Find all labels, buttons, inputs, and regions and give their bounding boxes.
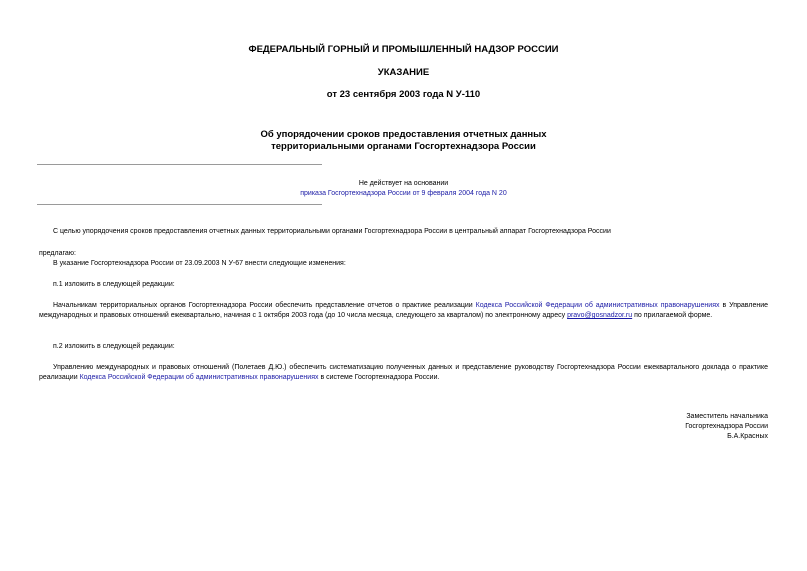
document-date-number: от 23 сентября 2003 года N У-110 — [326, 89, 481, 100]
p1-heading: п.1 изложить в следующей редакции: — [53, 281, 175, 288]
p2-heading: п.2 изложить в следующей редакции: — [53, 343, 175, 350]
p1-text-c: по прилагаемой форме. — [634, 312, 713, 319]
p1-email-link[interactable]: pravo@gosnadzor.ru — [567, 312, 633, 319]
document-title-line-2: территориальными органами Госгортехнадзора России — [271, 141, 536, 152]
signature-name: Б.А.Красных — [727, 433, 768, 440]
p1-paragraph — [39, 301, 768, 321]
signature-organization: Госгортехнадзора России — [685, 423, 768, 430]
signature-position: Заместитель начальника — [686, 413, 768, 420]
divider-top — [37, 164, 322, 165]
p2-text-b: в системе Госгортехнадзора России. — [320, 374, 440, 381]
signature-block — [685, 412, 768, 442]
status-link[interactable]: приказа Госгортехнадзора России от 9 февраля 2004 года N 20 — [300, 190, 507, 197]
status-note: Не действует на основании — [358, 180, 449, 187]
divider-bottom — [37, 204, 322, 205]
p1-text-a: Начальникам территориальных органов Госгортехнадзора России обеспечить представление отчетов о практике реализации — [53, 302, 473, 309]
document-title-line-1: Об упорядочении сроков предоставления отчетных данных — [260, 129, 547, 140]
proposes-text: предлагаю: — [39, 250, 76, 257]
p2-paragraph — [39, 363, 768, 383]
p1-code-link[interactable]: Кодекса Российской Федерации об административных правонарушениях — [475, 302, 720, 309]
p2-code-link[interactable]: Кодекса Российской Федерации об административных правонарушениях — [79, 374, 319, 381]
document-type: УКАЗАНИЕ — [377, 67, 430, 78]
amend-text: В указание Госгортехнадзора России от 23.09.2003 N У-67 внести следующие изменения: — [53, 260, 346, 267]
intro-paragraph: С целью упорядочения сроков предоставления отчетных данных территориальными органами Госгортехнадзора России в центральный аппарат Госгортехнадзора России — [53, 228, 611, 235]
p2-text-a: Управлению международных и правовых отношений (Полетаев Д.Ю.) обеспечить систематизацию полученных данных и представление руководству Госгортехнадзора России ежеквартального доклада о практике реализации — [39, 364, 768, 381]
agency-name: ФЕДЕРАЛЬНЫЙ ГОРНЫЙ И ПРОМЫШЛЕННЫЙ НАДЗОР РОССИИ — [248, 44, 559, 55]
p1-text-b: в Управление международных и правовых отношений ежеквартально, начиная с 1 октября 2003 года (до 10 числа месяца, следующего за кварталом) по электронному адресу — [39, 302, 769, 319]
